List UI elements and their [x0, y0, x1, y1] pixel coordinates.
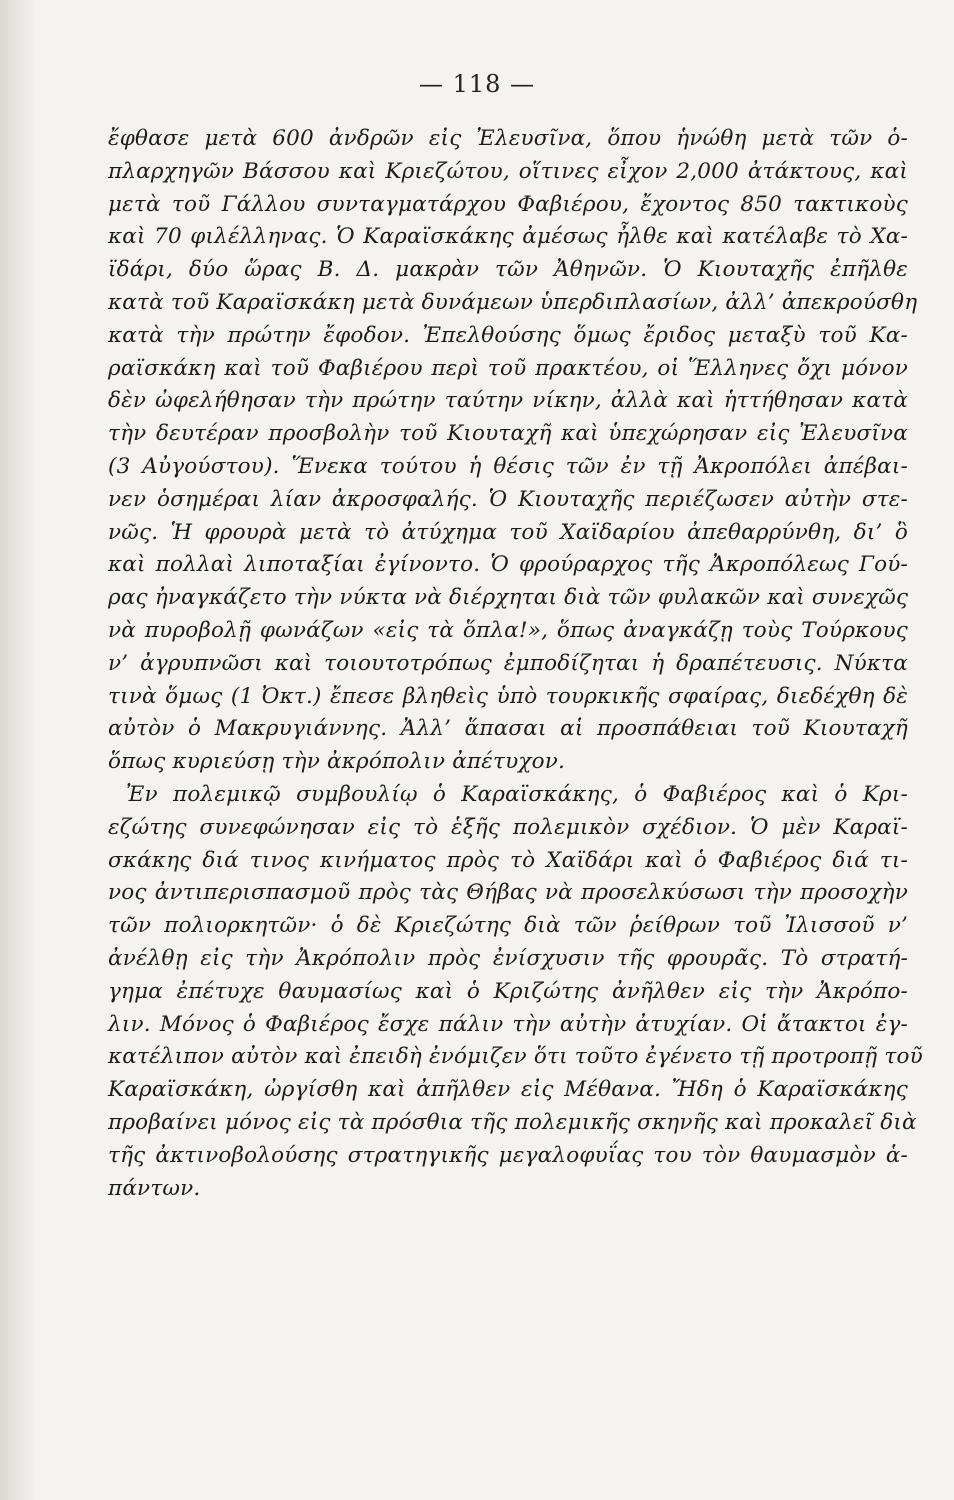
text-line: σκάκης διά τινος κινήματος πρὸς τὸ Χαϊδάρι καὶ ὁ Φαβιέρος διά τι-: [108, 847, 908, 873]
text-line: τὴν δευτέραν προσβολὴν τοῦ Κιουταχῆ καὶ ὑπεχώρησαν εἰς Ἐλευσῖνα: [108, 421, 908, 447]
text-line: τῶν πολιορκητῶν· ὁ δὲ Κριεζώτης διὰ τῶν ῥείθρων τοῦ Ἰλισσοῦ ν’: [108, 913, 908, 939]
text-line: ἀνέλθῃ εἰς τὴν Ἀκρόπολιν πρὸς ἐνίσχυσιν τῆς φρουρᾶς. Τὸ στρατή-: [108, 945, 908, 971]
text-line: νὰ πυροβολῇ φωνάζων «εἰς τὰ ὅπλα!», ὅπως ἀναγκάζῃ τοὺς Τούρκους: [108, 617, 908, 643]
text-line: Ἐν πολεμικῷ συμβουλίῳ ὁ Καραϊσκάκης, ὁ Φαβιέρος καὶ ὁ Κρι-: [126, 781, 908, 807]
text-line: μετὰ τοῦ Γάλλου συνταγματάρχου Φαβιέρου, ἔχοντος 850 τακτικοὺς: [108, 191, 908, 217]
text-line: νος ἀντιπερισπασμοῦ πρὸς τὰς Θήβας νὰ προσελκύσωσι τὴν προσοχὴν: [108, 880, 908, 906]
text-line: ραϊσκάκη καὶ τοῦ Φαβιέρου περὶ τοῦ πρακτέου, οἱ Ἕλληνες ὄχι μόνον: [108, 355, 908, 381]
text-line: πλαρχηγῶν Βάσσου καὶ Κριεζώτου, οἵτινες εἶχον 2,000 ἀτάκτους, καὶ: [108, 158, 908, 184]
text-line: κατὰ τοῦ Καραϊσκάκη μετὰ δυνάμεων ὑπερδιπλασίων, ἀλλ’ ἀπεκρούσθη: [108, 289, 918, 315]
text-line: καὶ πολλαὶ λιποταξίαι ἐγίνοντο. Ὁ φρούραρχος τῆς Ἀκροπόλεως Γού-: [108, 552, 908, 578]
text-line: ὅπως κυριεύσῃ τὴν ἀκρόπολιν ἀπέτυχον.: [108, 749, 566, 775]
text-line: πάντων.: [108, 1175, 201, 1201]
text-line: αὐτὸν ὁ Μακρυγιάννης. Ἀλλ’ ἅπασαι αἱ προσπάθειαι τοῦ Κιουταχῆ: [108, 716, 908, 742]
text-line: ρας ἠναγκάζετο τὴν νύκτα νὰ διέρχηται διὰ τῶν φυλακῶν καὶ συνεχῶς: [108, 585, 909, 611]
page-number: — 118 —: [418, 70, 536, 98]
text-line: κατὰ τὴν πρώτην ἔφοδον. Ἐπελθούσης ὅμως ἔριδος μεταξὺ τοῦ Κα-: [108, 322, 908, 348]
text-line: λιν. Μόνος ὁ Φαβιέρος ἔσχε πάλιν τὴν αὐτὴν ἀτυχίαν. Οἱ ἄτακτοι ἐγ-: [108, 1011, 908, 1037]
text-line: ν’ ἀγρυπνῶσι καὶ τοιουτοτρόπως ἐμποδίζηται ἡ δραπέτευσις. Νύκτα: [108, 650, 908, 676]
text-line: προβαίνει μόνος εἰς τὰ πρόσθια τῆς πολεμικῆς σκηνῆς καὶ προκαλεῖ διὰ: [108, 1109, 917, 1135]
text-line: δὲν ὠφελήθησαν τὴν πρώτην ταύτην νίκην, ἀλλὰ καὶ ἡττήθησαν κατὰ: [108, 388, 908, 414]
text-line: νῶς. Ἡ φρουρὰ μετὰ τὸ ἀτύχημα τοῦ Χαϊδαρίου ἀπεθαρρύνθη, δι’ ὃ: [108, 519, 908, 545]
text-line: τινὰ ὅμως (1 Ὀκτ.) ἔπεσε βληθεὶς ὑπὸ τουρκικῆς σφαίρας, διεδέχθη δὲ: [108, 683, 908, 709]
body-text: [108, 123, 923, 1205]
text-line: ϊδάρι, δύο ὥρας Β. Δ. μακρὰν τῶν Ἀθηνῶν. Ὁ Κιουταχῆς ἐπῆλθε: [108, 257, 908, 283]
text-line: τῆς ἀκτινοβολούσης στρατηγικῆς μεγαλοφυΐας του τὸν θαυμασμὸν ἁ-: [108, 1142, 908, 1168]
text-line: (3 Αὐγούστου). Ἕνεκα τούτου ἡ θέσις τῶν ἐν τῇ Ἀκροπόλει ἀπέβαι-: [108, 453, 908, 479]
text-line: ἔφθασε μετὰ 600 ἀνδρῶν εἰς Ἐλευσῖνα, ὅπου ἡνώθη μετὰ τῶν ὁ-: [108, 126, 908, 151]
text-line: εζώτης συνεφώνησαν εἰς τὸ ἑξῆς πολεμικὸν σχέδιον. Ὁ μὲν Καραϊ-: [108, 814, 908, 840]
text-line: νεν ὁσημέραι λίαν ἀκροσφαλής. Ὁ Κιουταχῆς περιέζωσεν αὐτὴν στε-: [108, 486, 908, 512]
text-line: καὶ 70 φιλέλληνας. Ὁ Καραϊσκάκης ἀμέσως ἦλθε καὶ κατέλαβε τὸ Χα-: [108, 224, 908, 250]
text-line: κατέλιπον αὐτὸν καὶ ἐπειδὴ ἐνόμιζεν ὅτι τοῦτο ἐγένετο τῇ προτροπῇ τοῦ: [108, 1044, 923, 1070]
text-line: γημα ἐπέτυχε θαυμασίως καὶ ὁ Κριζώτης ἀνῆλθεν εἰς τὴν Ἀκρόπο-: [108, 978, 908, 1004]
text-line: Καραϊσκάκη, ὠργίσθη καὶ ἀπῆλθεν εἰς Μέθανα. Ἤδη ὁ Καραϊσκάκης: [108, 1077, 908, 1103]
scan-edge-shadow: [0, 0, 36, 1500]
